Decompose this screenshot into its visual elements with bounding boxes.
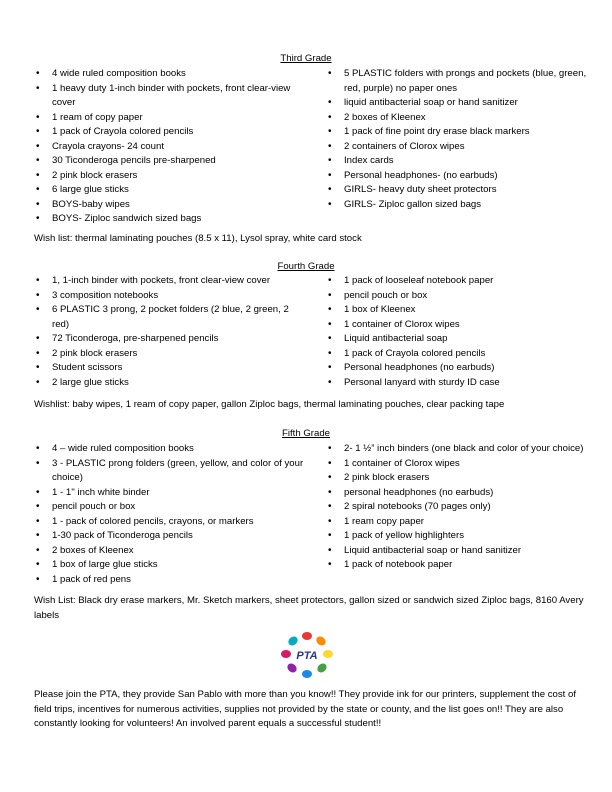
list-item: • 4 wide ruled composition books (34, 67, 304, 82)
list-item: • 6 large glue sticks (34, 183, 304, 198)
list-item: • 2 boxes of Kleenex (34, 544, 304, 559)
list-item: • 2 boxes of Kleenex (326, 111, 588, 126)
list-item: • 1, 1-inch binder with pockets, front clear-view cover (34, 274, 304, 289)
list-item: • Student scissors (34, 361, 304, 376)
list-item: • 3 - PLASTIC prong folders (green, yellow, and color of your choice) (34, 457, 304, 486)
list-item: • 1 pack of Crayola colored pencils (326, 347, 588, 362)
list-item: • Crayola crayons- 24 count (34, 140, 304, 155)
list-item: • 1 - pack of colored pencils, crayons, or markers (34, 515, 304, 530)
list-item: • 1 pack of fine point dry erase black markers (326, 125, 588, 140)
list-item: • 1 box of large glue sticks (34, 558, 304, 573)
fourth-grade-wish-list: Wishlist: baby wipes, 1 ream of copy paper, gallon Ziploc bags, thermal laminating pouches, clear packing tape (34, 399, 505, 410)
list-item: • 1 pack of yellow highlighters (326, 529, 588, 544)
list-item: • 1 pack of notebook paper (326, 558, 588, 573)
list-item: • GIRLS- heavy duty sheet protectors (326, 183, 588, 198)
list-item: • 1 pack of Crayola colored pencils (34, 125, 304, 140)
pta-logo-text: PTA (296, 650, 318, 662)
list-item: • GIRLS- Ziploc gallon sized bags (326, 198, 588, 213)
list-item: • 1 container of Clorox wipes (326, 457, 588, 472)
list-item: • 1 ream of copy paper (34, 111, 304, 126)
fourth-grade-heading: Fourth Grade (277, 261, 335, 272)
list-item: • pencil pouch or box (326, 289, 588, 304)
list-item: • 1 ream copy paper (326, 515, 588, 530)
list-item: • BOYS-baby wipes (34, 198, 304, 213)
list-item: • Liquid antibacterial soap or hand sanitizer (326, 544, 588, 559)
list-item: • 1 pack of red pens (34, 573, 304, 588)
list-item: • 1 - 1'' inch white binder (34, 486, 304, 501)
list-item: • pencil pouch or box (34, 500, 304, 515)
list-item: • 1 heavy duty 1-inch binder with pockets, front clear-view cover (34, 82, 304, 111)
list-item: • Index cards (326, 154, 588, 169)
list-item: • personal headphones (no earbuds) (326, 486, 588, 501)
list-item: • 5 PLASTIC folders with prongs and pockets (blue, green, red, purple) no paper ones (326, 67, 588, 96)
fourth-grade-right-list (326, 274, 588, 390)
list-item: • 1 box of Kleenex (326, 303, 588, 318)
list-item: • 2- 1 ½” inch binders (one black and color of your choice) (326, 442, 588, 457)
list-item: • 3 composition notebooks (34, 289, 304, 304)
list-item: • Personal headphones (no earbuds) (326, 361, 588, 376)
list-item: • 2 pink block erasers (326, 471, 588, 486)
list-item: • Personal headphones- (no earbuds) (326, 169, 588, 184)
list-item: • Personal lanyard with sturdy ID case (326, 376, 588, 391)
third-grade-right-list (326, 67, 588, 212)
fifth-grade-right-list (326, 442, 588, 573)
fifth-grade-heading: Fifth Grade (282, 428, 330, 439)
list-item: • 72 Ticonderoga, pre-sharpened pencils (34, 332, 304, 347)
list-item: • 1 pack of looseleaf notebook paper (326, 274, 588, 289)
list-item: • 2 pink block erasers (34, 347, 304, 362)
list-item: • 2 containers of Clorox wipes (326, 140, 588, 155)
list-item: • BOYS- Ziploc sandwich sized bags (34, 212, 304, 227)
list-item: • 2 pink block erasers (34, 169, 304, 184)
closing-paragraph: Please join the PTA, they provide San Pablo with more than you know!! They provide ink for our printers, supplement the cost of field trips, incentives for numerous activities, supplies not provided by the state or county, and the list goes on!! They are also constantly looking for volunteers! An involved parent equals a successful student!! (34, 689, 576, 729)
list-item: • 2 large glue sticks (34, 376, 304, 391)
list-item: • 1-30 pack of Ticonderoga pencils (34, 529, 304, 544)
fifth-grade-left-list (34, 442, 304, 587)
third-grade-wish-list: Wish list: thermal laminating pouches (8.5 x 11), Lysol spray, white card stock (34, 233, 362, 244)
fourth-grade-left-list (34, 274, 304, 390)
third-grade-left-list (34, 67, 304, 227)
list-item: • liquid antibacterial soap or hand sanitizer (326, 96, 588, 111)
list-item: • 2 spiral notebooks (70 pages only) (326, 500, 588, 515)
third-grade-heading: Third Grade (280, 53, 332, 64)
list-item: • 6 PLASTIC 3 prong, 2 pocket folders (2 blue, 2 green, 2 red) (34, 303, 304, 332)
list-item: • 1 container of Clorox wipes (326, 318, 588, 333)
list-item: • 30 Ticonderoga pencils pre-sharpened (34, 154, 304, 169)
list-item: • Liquid antibacterial soap (326, 332, 588, 347)
pta-logo (278, 630, 336, 680)
list-item: • 4 – wide ruled composition books (34, 442, 304, 457)
fifth-grade-wish-list: Wish List: Black dry erase markers, Mr. Sketch markers, sheet protectors, gallon sized or sandwich sized Ziploc bags, 8160 Avery labels (34, 595, 584, 621)
